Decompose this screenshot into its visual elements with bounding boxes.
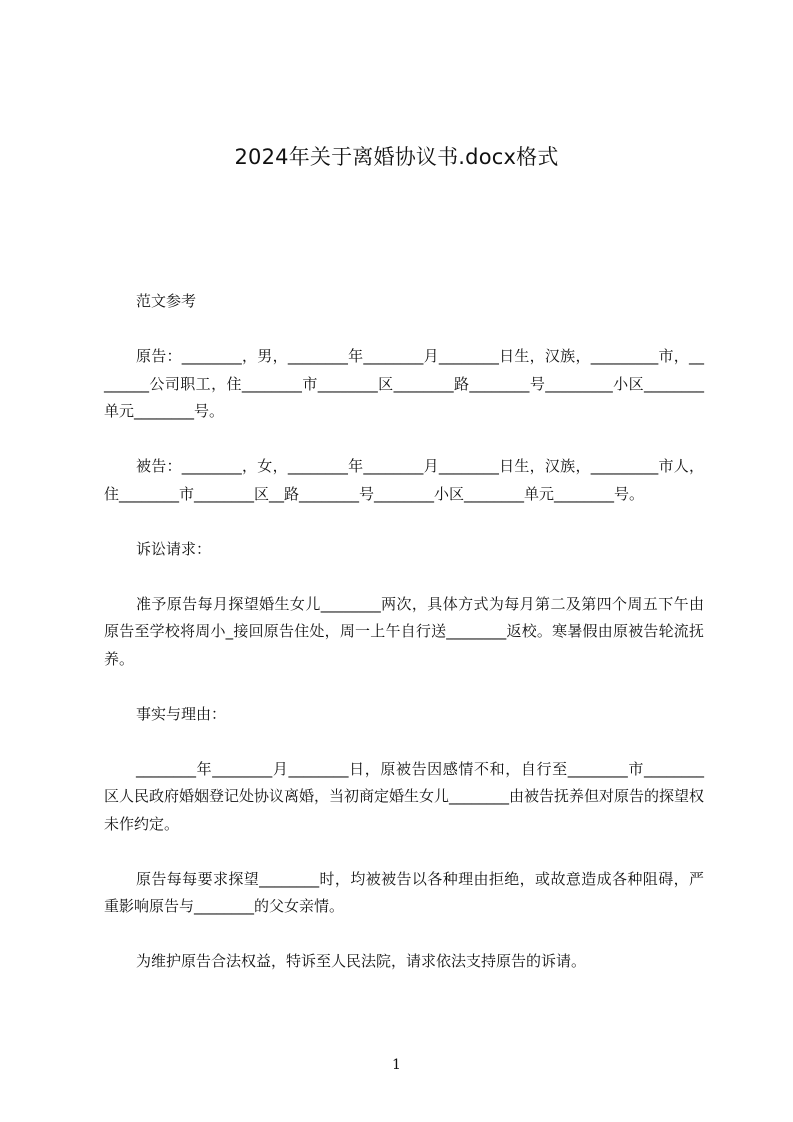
claims-paragraph: 准予原告每月探望婚生女儿________两次，具体方式为每月第二及第四个周五下午由原告至学校将周小_接回原告住处，周一上午自行送________返校。寒暑假由原被告轮流抚养。 xyxy=(104,594,704,668)
document-body xyxy=(104,288,704,976)
plaintiff-info-paragraph: 原告：________，男，________年________月________日生，汉族，_________市，________公司职工，住________市________区________路________号_________小区________单元________号。 xyxy=(104,347,704,420)
document-title: 2024年关于离婚协议书.docx格式 xyxy=(234,145,559,169)
defendant-info-paragraph: 被告：________，女，________年________月________日生，汉族，_________市人，住________市________区__路________号________小区________单元________号。 xyxy=(104,457,704,503)
page-number: 1 xyxy=(392,1057,401,1073)
section-heading-facts: 事实与理由： xyxy=(136,704,227,723)
facts-paragraph-1: ________年________月________日，原被告因感情不和，自行至________市________区人民政府婚姻登记处协议离婚，当初商定婚生女儿________由被告抚养但对原告的探望权未作约定。 xyxy=(104,759,705,833)
facts-paragraph-2: 原告每每要求探望________时，均被被告以各种理由拒绝，或故意造成各种阻碍，严重影响原告与________的父女亲情。 xyxy=(104,869,704,915)
section-label-reference: 范文参考 xyxy=(136,292,197,310)
section-heading-claims: 诉讼请求： xyxy=(136,539,212,558)
conclusion-paragraph: 为维护原告合法权益，特诉至人民法院，请求依法支持原告的诉请。 xyxy=(136,952,587,970)
